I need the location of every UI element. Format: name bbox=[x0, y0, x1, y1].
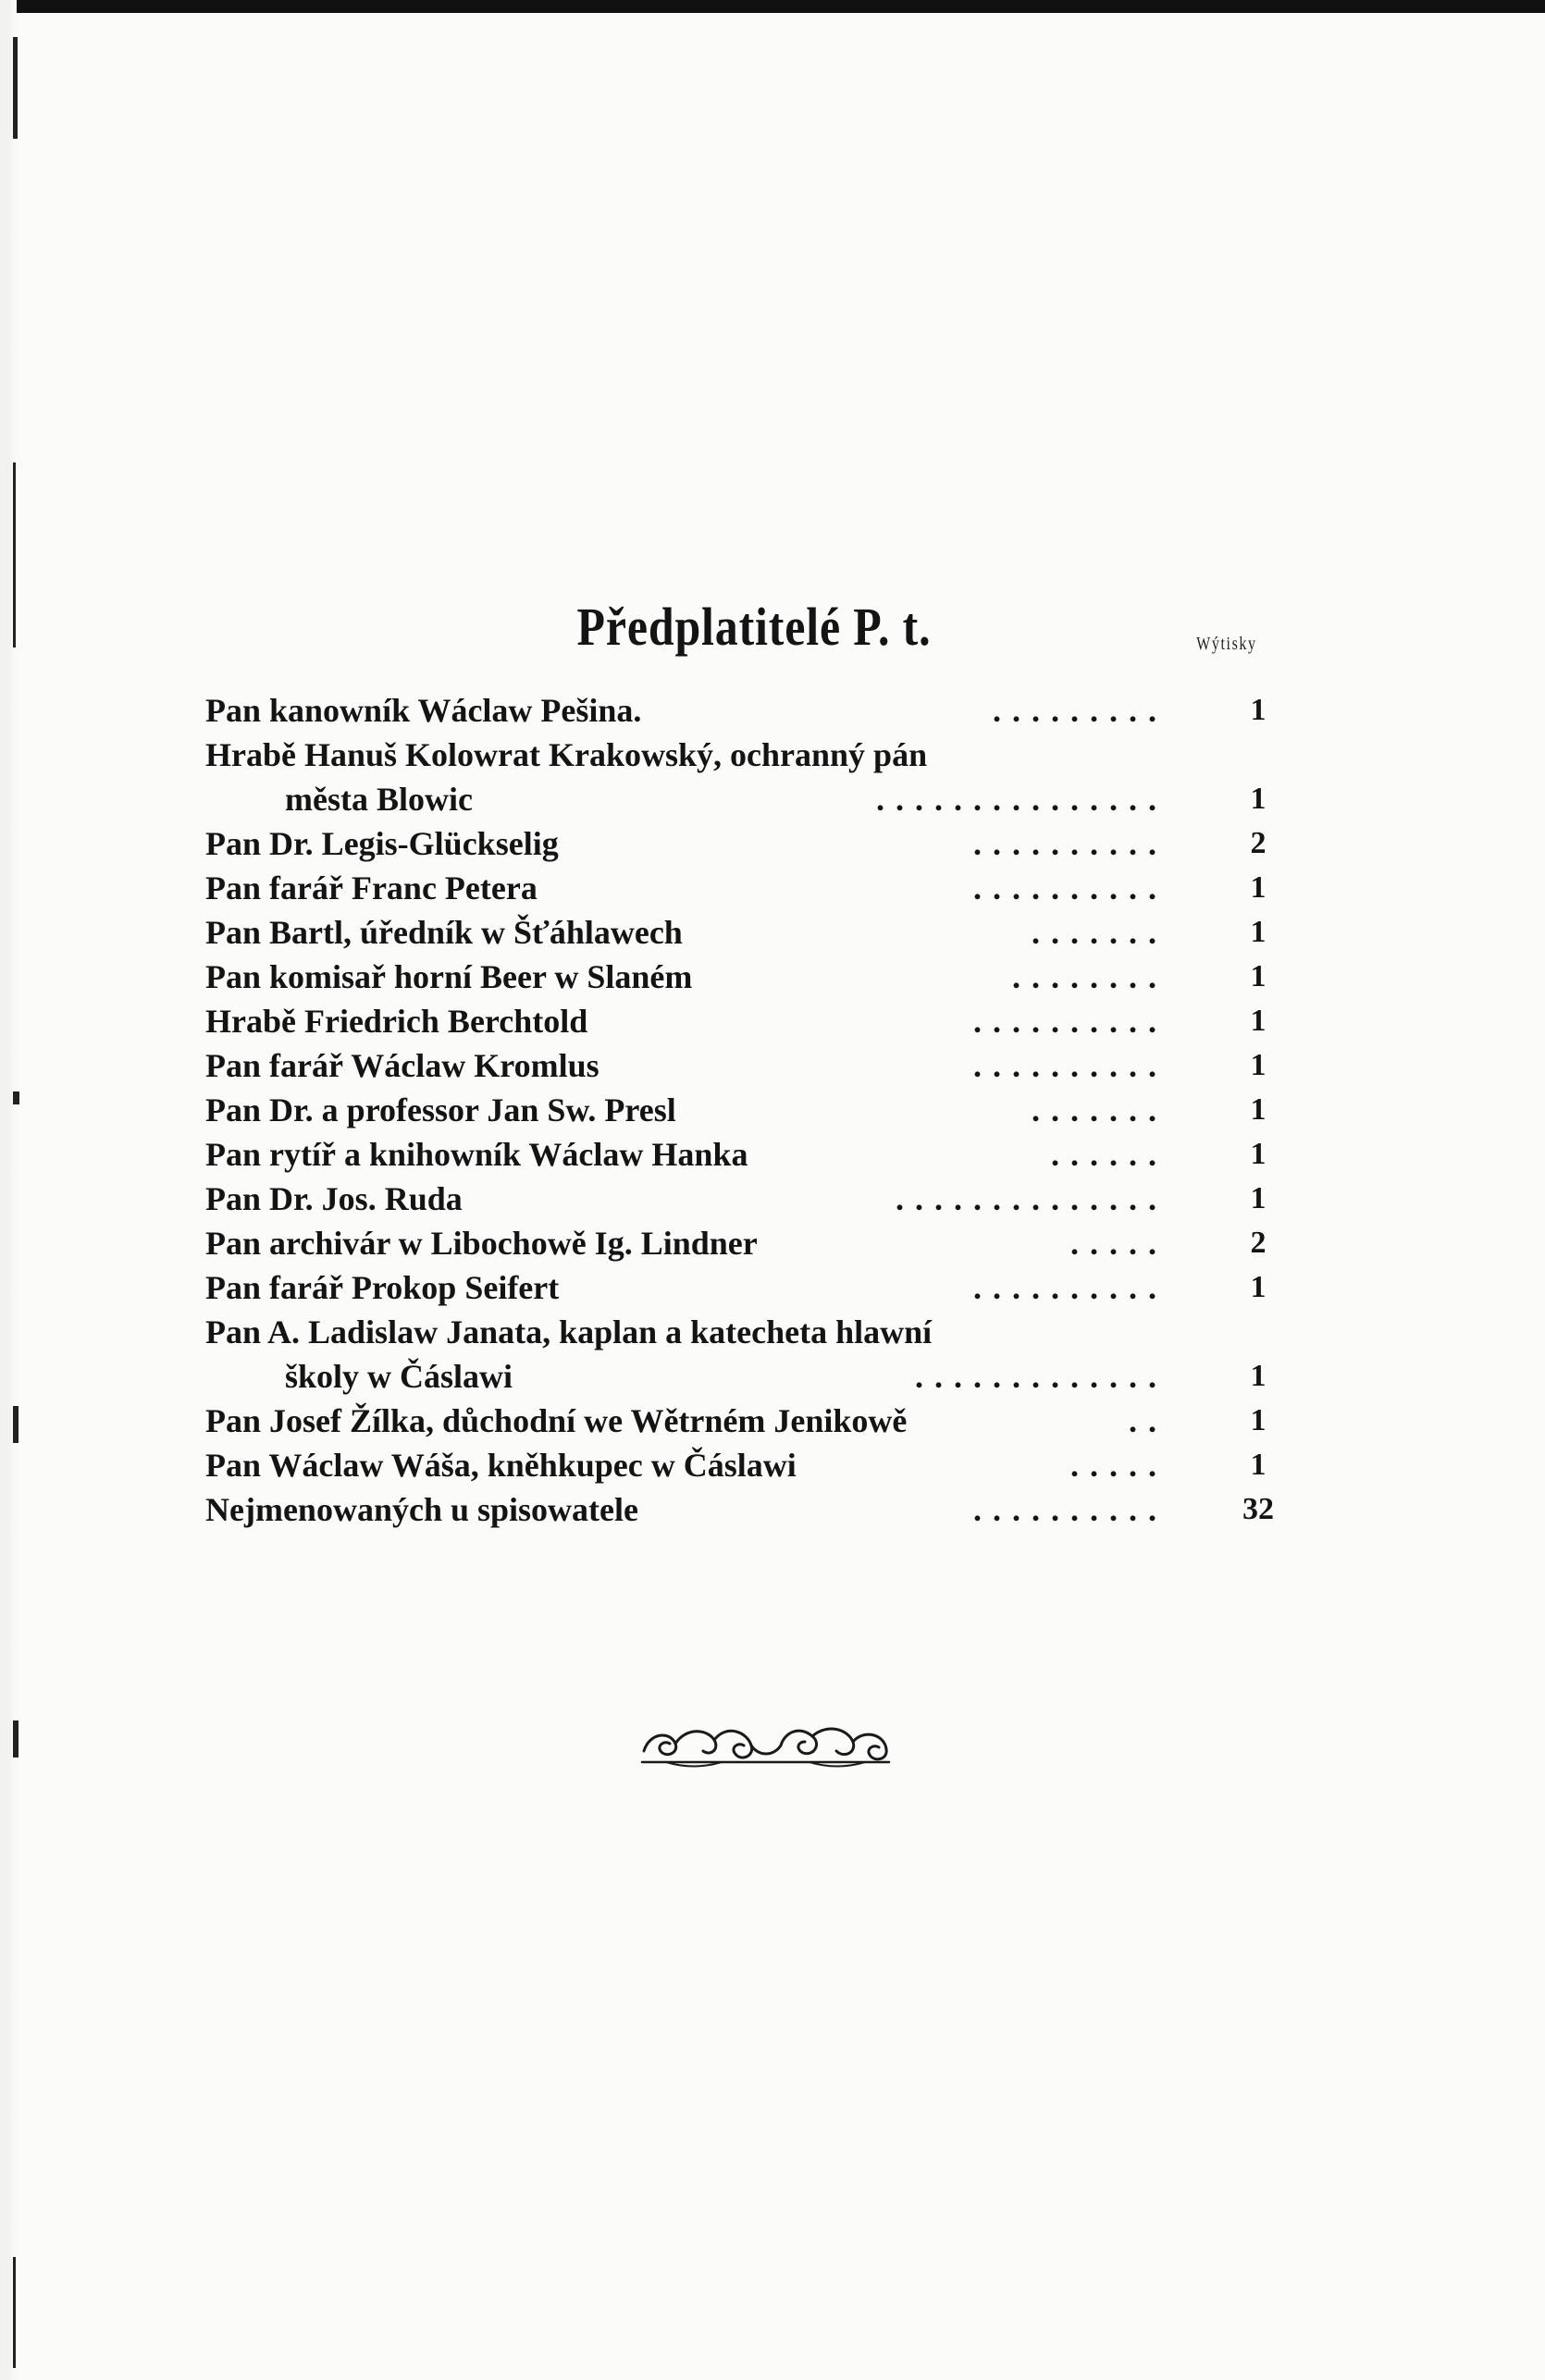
copies-count: 1 bbox=[1250, 1048, 1267, 1082]
scan-edge-mark bbox=[13, 1091, 19, 1104]
list-item bbox=[205, 1043, 1279, 1088]
subscriber-name: Pan archivár w Libochowě Ig. Lindner bbox=[205, 1225, 758, 1262]
subscriber-name-continued: školy w Čáslawi bbox=[285, 1358, 513, 1395]
leader-dots: .............. bbox=[896, 1180, 1168, 1217]
scan-edge-mark bbox=[13, 37, 18, 139]
copies-count: 1 bbox=[1250, 1181, 1267, 1215]
leader-dots: .......... bbox=[973, 1269, 1168, 1306]
scan-edge-mark bbox=[13, 1406, 19, 1443]
leader-dots: ....... bbox=[1032, 914, 1168, 951]
leader-dots: .. bbox=[1129, 1402, 1168, 1439]
list-item bbox=[205, 1443, 1279, 1487]
list-item bbox=[205, 866, 1279, 910]
list-item bbox=[205, 1265, 1279, 1310]
subscriber-name: Pan farář Franc Petera bbox=[205, 869, 538, 906]
subscriber-name: Pan Dr. Jos. Ruda bbox=[205, 1180, 463, 1217]
copies-count: 1 bbox=[1250, 1403, 1267, 1437]
copies-count: 1 bbox=[1250, 1137, 1267, 1171]
copies-count: 1 bbox=[1250, 1092, 1267, 1127]
subscriber-name: Pan Dr. a professor Jan Sw. Presl bbox=[205, 1091, 676, 1128]
leader-dots: .......... bbox=[973, 1047, 1168, 1084]
leader-dots: .......... bbox=[973, 1003, 1168, 1040]
subscriber-list bbox=[205, 688, 1279, 1532]
subscriber-name: Pan komisař horní Beer w Slaném bbox=[205, 958, 693, 995]
leader-dots: ...... bbox=[1051, 1136, 1168, 1173]
copies-count: 32 bbox=[1242, 1492, 1274, 1526]
list-item bbox=[205, 910, 1279, 955]
copies-count: 1 bbox=[1250, 693, 1267, 727]
copies-count: 1 bbox=[1250, 959, 1267, 993]
copies-count: 1 bbox=[1250, 1359, 1267, 1393]
copies-count: 2 bbox=[1250, 1226, 1267, 1260]
copies-count: 1 bbox=[1250, 1270, 1267, 1304]
leader-dots: ..... bbox=[1070, 1225, 1168, 1262]
list-item bbox=[205, 1399, 1279, 1443]
subscriber-name: Hrabě Hanuš Kolowrat Krakowský, ochranný pán bbox=[205, 736, 928, 773]
scan-left-edge bbox=[0, 0, 17, 2380]
leader-dots: ....... bbox=[1032, 1091, 1168, 1128]
list-item bbox=[205, 733, 1279, 821]
subscriber-name: Pan A. Ladislaw Janata, kaplan a katecheta hlawní bbox=[205, 1313, 933, 1350]
subscriber-name: Pan rytíř a knihowník Wáclaw Hanka bbox=[205, 1136, 748, 1173]
list-item bbox=[205, 1487, 1279, 1532]
copies-count: 1 bbox=[1250, 1004, 1267, 1038]
leader-dots: ........ bbox=[1012, 958, 1168, 995]
subscriber-name: Pan Dr. Legis-Glückselig bbox=[205, 825, 559, 862]
copies-count: 1 bbox=[1250, 782, 1267, 816]
subscriber-name: Hrabě Friedrich Berchtold bbox=[205, 1003, 588, 1040]
list-item bbox=[205, 688, 1279, 733]
list-item bbox=[205, 821, 1279, 866]
list-item bbox=[205, 1088, 1279, 1132]
list-item bbox=[205, 1132, 1279, 1177]
copies-count: 1 bbox=[1250, 915, 1267, 949]
leader-dots: ......... bbox=[993, 692, 1168, 729]
list-item bbox=[205, 1177, 1279, 1221]
subscriber-name: Pan kanowník Wáclaw Pešina. bbox=[205, 692, 642, 729]
scan-edge-mark bbox=[13, 2257, 16, 2368]
scan-edge-mark bbox=[13, 462, 16, 647]
list-item bbox=[205, 955, 1279, 999]
copies-column-header: Wýtisky bbox=[1196, 634, 1257, 654]
list-item bbox=[205, 1221, 1279, 1265]
scan-edge-mark bbox=[13, 1720, 19, 1757]
subscriber-name: Pan farář Wáclaw Kromlus bbox=[205, 1047, 599, 1084]
subscriber-name: Pan Wáclaw Wáša, kněhkupec w Čáslawi bbox=[205, 1447, 797, 1484]
copies-count: 1 bbox=[1250, 1448, 1267, 1482]
subscriber-name: Pan Josef Žílka, důchodní we Wětrném Jenikowě bbox=[205, 1402, 908, 1439]
list-item bbox=[205, 1310, 1279, 1399]
leader-dots: ............... bbox=[876, 781, 1168, 818]
subscriber-name: Nejmenowaných u spisowatele bbox=[205, 1491, 638, 1528]
subscriber-name: Pan Bartl, úředník w Šťáhlawech bbox=[205, 914, 683, 951]
leader-dots: .......... bbox=[973, 869, 1168, 906]
floral-ornament-icon bbox=[638, 1716, 893, 1771]
subscriber-name: Pan farář Prokop Seifert bbox=[205, 1269, 560, 1306]
leader-dots: ..... bbox=[1070, 1447, 1168, 1484]
leader-dots: .......... bbox=[973, 825, 1168, 862]
leader-dots: ............. bbox=[915, 1358, 1168, 1395]
leader-dots: .......... bbox=[973, 1491, 1168, 1528]
scan-top-border bbox=[0, 0, 1545, 13]
subscriber-name-continued: města Blowic bbox=[285, 781, 473, 818]
copies-count: 1 bbox=[1250, 870, 1267, 905]
list-item bbox=[205, 999, 1279, 1043]
copies-count: 2 bbox=[1250, 826, 1267, 860]
page-title: Předplatitelé P. t. bbox=[576, 596, 932, 657]
